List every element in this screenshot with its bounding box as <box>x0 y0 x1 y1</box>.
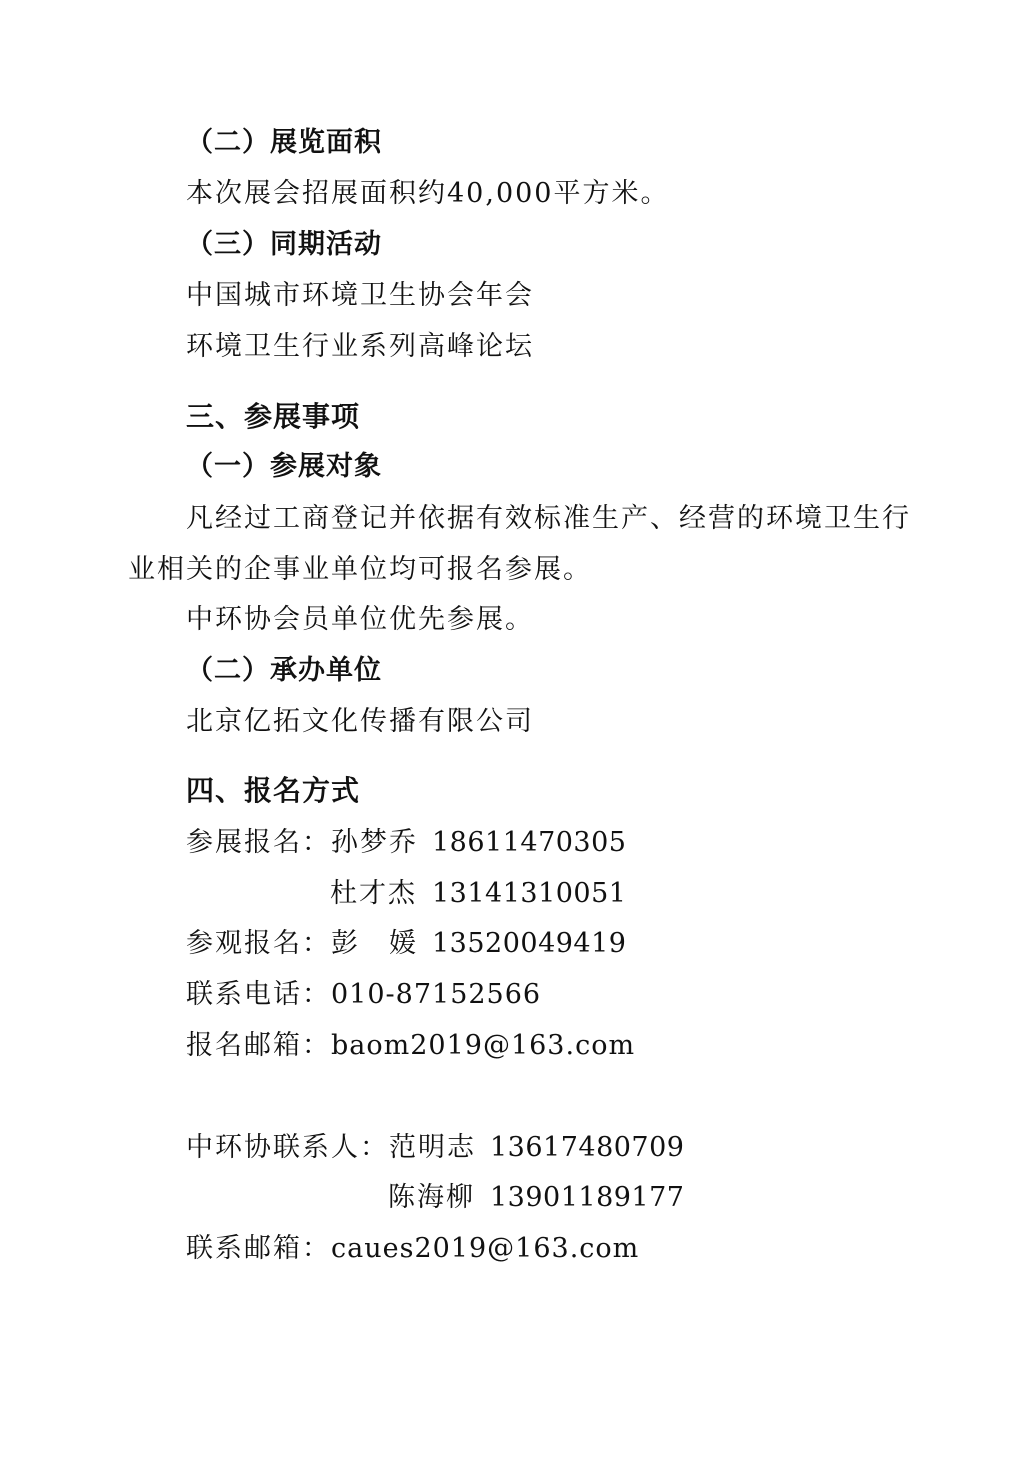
contact-tel-row <box>186 977 541 1013</box>
contact-name: 彭 媛 <box>331 928 418 959</box>
association-contact-label: 中环协联系人： <box>186 1132 389 1163</box>
association-email-label: 联系邮箱： <box>186 1233 331 1264</box>
contact-name: 孙梦乔 <box>331 827 418 858</box>
contact-name: 范明志 <box>389 1132 476 1163</box>
exhibition-area-text: 本次展会招展面积约40,000平方米。 <box>186 178 670 209</box>
contact-phone: 13617480709 <box>490 1132 685 1163</box>
exhibit-registration-row <box>186 825 418 861</box>
section-heading-registration: 四、报名方式 <box>186 774 361 807</box>
registration-email-label: 报名邮箱： <box>186 1030 331 1061</box>
exhibit-registration-label: 参展报名： <box>186 827 331 858</box>
section-heading-exhibitor-targets: （一）参展对象 <box>186 451 382 482</box>
visit-registration-label: 参观报名： <box>186 928 331 959</box>
activity-item: 中国城市环境卫生协会年会 <box>186 280 534 311</box>
contact-tel-label: 联系电话： <box>186 979 331 1010</box>
section-heading-exhibition-area: （二）展览面积 <box>186 127 382 158</box>
contact-phone: 13520049419 <box>432 928 627 959</box>
targets-paragraph-line: 凡经过工商登记并依据有效标准生产、经营的环境卫生行 <box>186 503 911 534</box>
visit-registration-row <box>186 926 418 962</box>
registration-email-value: baom2019@163.com <box>331 1030 636 1061</box>
section-heading-organizer: （二）承办单位 <box>186 655 382 686</box>
contact-phone: 13901189177 <box>490 1182 685 1213</box>
contact-phone: 18611470305 <box>432 827 627 858</box>
association-email-row <box>186 1231 639 1267</box>
association-contact-row <box>186 1130 476 1166</box>
contact-name: 杜才杰 <box>330 878 417 909</box>
targets-paragraph-line: 业相关的企事业单位均可报名参展。 <box>128 554 592 585</box>
section-heading-concurrent-activities: （三）同期活动 <box>186 229 382 260</box>
section-heading-participation: 三、参展事项 <box>186 400 361 433</box>
registration-email-row <box>186 1028 635 1064</box>
organizer-name: 北京亿拓文化传播有限公司 <box>186 706 534 737</box>
contact-tel-value: 010-87152566 <box>331 979 542 1010</box>
contact-phone: 13141310051 <box>432 878 627 909</box>
member-priority-text: 中环协会员单位优先参展。 <box>186 604 534 635</box>
activity-item: 环境卫生行业系列高峰论坛 <box>186 331 534 362</box>
contact-name: 陈海柳 <box>388 1182 475 1213</box>
association-email-value: caues2019@163.com <box>331 1233 640 1264</box>
